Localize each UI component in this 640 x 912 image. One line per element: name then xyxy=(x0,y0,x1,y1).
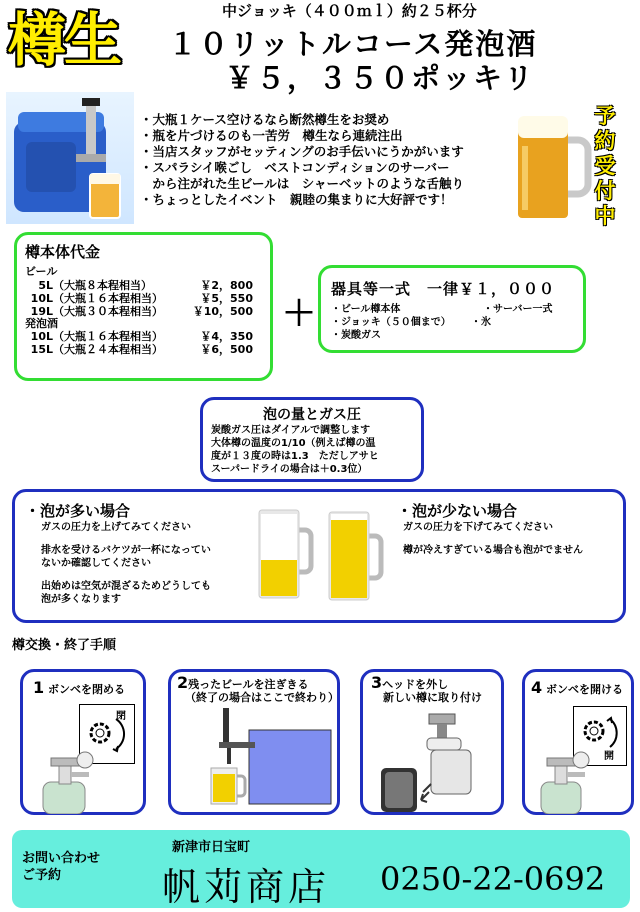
foam-line: 炭酸ガス圧はダイアルで調整します xyxy=(211,425,371,436)
step-number: 4 xyxy=(531,678,543,697)
contact-labels xyxy=(22,850,100,884)
step-4-card xyxy=(522,669,634,815)
row-price: ￥6，500 xyxy=(200,343,253,356)
price-row xyxy=(25,343,262,356)
step-1-heading xyxy=(33,678,125,697)
beer-server-photo xyxy=(6,92,134,224)
beer-mug-photo xyxy=(512,106,592,222)
reservation-char: 中 xyxy=(594,204,616,228)
open-tag: 開 xyxy=(604,751,614,762)
header-subtitle: 中ジョッキ（４００ｍｌ）約２５杯分 xyxy=(222,2,477,20)
step-number: 3 xyxy=(371,673,383,692)
step-sublabel: 新しい樽に取り付け xyxy=(383,691,482,704)
foam-cases-box xyxy=(12,489,626,623)
foam-much-section xyxy=(25,500,211,606)
feature-item: ・ちょっとしたイベント 親睦の集まりに大好評です！ xyxy=(140,192,453,207)
equipment-item: ・サーバー一式 xyxy=(483,304,553,315)
row-size: 10L xyxy=(30,330,53,343)
feature-item: から注がれた生ビールは シャーベットのような舌触り xyxy=(140,176,465,191)
shop-address: 新津市日宝町 xyxy=(172,840,251,855)
reservation-badge xyxy=(592,104,618,229)
foamy-mug-illustration xyxy=(255,500,315,604)
step-1-card xyxy=(20,669,146,815)
price-row xyxy=(25,305,262,318)
step-number: 1 xyxy=(33,678,45,697)
header-price: ￥５，３５０ポッキリ xyxy=(225,61,536,95)
row-size: 5L xyxy=(38,279,53,292)
flat-mug-illustration xyxy=(325,506,387,610)
row-note: （大瓶２４本程相当） xyxy=(53,343,163,356)
row-price: ￥5，550 xyxy=(200,292,253,305)
gas-cylinder-icon xyxy=(37,748,101,814)
row-note: （大瓶１６本程相当） xyxy=(53,330,163,343)
equipment-item: ・ジョッキ（５０個まで） xyxy=(331,317,451,328)
plus-sign: ＋ xyxy=(282,294,316,334)
step-label: 残ったビールを注ぎきる xyxy=(188,678,309,691)
equipment-item: ・ビール樽本体 xyxy=(331,304,401,315)
foam-much-title: ・泡が多い場合 xyxy=(25,502,131,520)
step-label: ヘッドを外し xyxy=(382,678,449,691)
phone-number[interactable]: 0250-22-0692 xyxy=(380,860,606,898)
row-price: ￥4，350 xyxy=(200,330,253,343)
happoshu-price-rows xyxy=(25,330,262,356)
foam-line: 大体樽の温度の1/10（例えば樽の温 xyxy=(211,438,376,449)
beer-price-rows xyxy=(25,279,262,318)
row-note: （大瓶１６本程相当） xyxy=(53,292,163,305)
foam-little-title: ・泡が少ない場合 xyxy=(397,502,518,520)
logo-text: 樽生 xyxy=(8,6,121,74)
foam-much-line: ないか確認してください xyxy=(41,558,151,569)
foam-little-line: 樽が冷えすぎている場合も泡がでません xyxy=(403,545,583,556)
keg-swap-illustration xyxy=(381,710,501,812)
price-row xyxy=(25,279,262,292)
reserve-label: ご予約 xyxy=(22,868,62,883)
equipment-item: ・氷 xyxy=(471,317,491,328)
foam-much-line: ガスの圧力を上げてみてください xyxy=(41,522,191,533)
keg-price-box xyxy=(14,232,273,381)
step-3-card xyxy=(360,669,504,815)
reservation-char: 予 xyxy=(594,104,616,128)
step-number: 2 xyxy=(177,673,189,692)
row-price: ￥2，800 xyxy=(200,279,253,292)
beer-label: ビール xyxy=(25,265,58,278)
step-3-heading xyxy=(371,673,482,704)
price-row xyxy=(25,330,262,343)
feature-item: ・当店スタッフがセッティングのお手伝いにうかがいます xyxy=(140,144,464,159)
foam-description xyxy=(211,424,413,476)
row-note: （大瓶８本程相当） xyxy=(53,279,152,292)
equipment-item: ・炭酸ガス xyxy=(331,330,381,341)
keg-price-title: 樽本体代金 xyxy=(25,243,101,261)
price-row xyxy=(25,292,262,305)
foam-line: 度が１３度の時は1.3 ただしアサヒ xyxy=(211,451,379,462)
foam-little-line: ガスの圧力を下げてみてください xyxy=(403,522,553,533)
feature-item: ・スパラシイ喉ごし ベストコンディションのサーバー xyxy=(140,160,450,175)
feature-item: ・瓶を片づけるのも一苦労 樽生なら連続注出 xyxy=(140,128,403,143)
feature-item: ・大瓶１ケース空けるなら断然樽生をお奨め xyxy=(140,112,390,127)
inquiry-label: お問い合わせ xyxy=(22,851,101,866)
foam-much-line: 泡が多くなります xyxy=(41,594,121,605)
foam-much-line: 排水を受けるバケツが一杯になってい xyxy=(41,545,211,556)
row-size: 15L xyxy=(30,343,53,356)
step-sublabel: （終了の場合はここで終わり） xyxy=(185,691,339,704)
shop-name: 帆苅商店 xyxy=(162,865,331,909)
equipment-box xyxy=(318,265,586,353)
step-2-card xyxy=(168,669,340,815)
procedure-title: 樽交換・終了手順 xyxy=(12,638,117,653)
reservation-char: 約 xyxy=(594,129,616,153)
row-size: 10L xyxy=(30,292,53,305)
reservation-char: 受 xyxy=(594,154,616,178)
logo xyxy=(8,2,136,78)
feature-list xyxy=(140,112,464,208)
happoshu-label: 発泡酒 xyxy=(25,317,58,330)
gas-cylinder-icon xyxy=(535,750,595,814)
equipment-title: 器具等一式 一律￥１，０００ xyxy=(331,280,556,298)
foam-line: スーパードライの場合は＋0.3位） xyxy=(211,464,368,475)
step-4-heading xyxy=(531,678,623,697)
step-label: ボンベを閉める xyxy=(47,683,125,696)
row-size: 19L xyxy=(30,305,53,318)
foam-title: 泡の量とガス圧 xyxy=(263,407,361,423)
foam-gas-box xyxy=(200,397,424,482)
contact-footer xyxy=(12,830,630,908)
header-title: １０リットルコース発泡酒 xyxy=(168,27,538,61)
row-price: ￥10，500 xyxy=(192,305,253,318)
reservation-char: 付 xyxy=(594,179,616,203)
pour-illustration xyxy=(207,708,339,808)
close-tag: 閉 xyxy=(116,711,126,722)
step-label: ボンベを開ける xyxy=(545,683,623,696)
step-2-heading xyxy=(177,673,339,704)
foam-little-section xyxy=(397,500,583,557)
foam-much-line: 出始めは空気が混ざるためどうしても xyxy=(41,581,211,592)
row-note: （大瓶３０本程相当） xyxy=(53,305,163,318)
